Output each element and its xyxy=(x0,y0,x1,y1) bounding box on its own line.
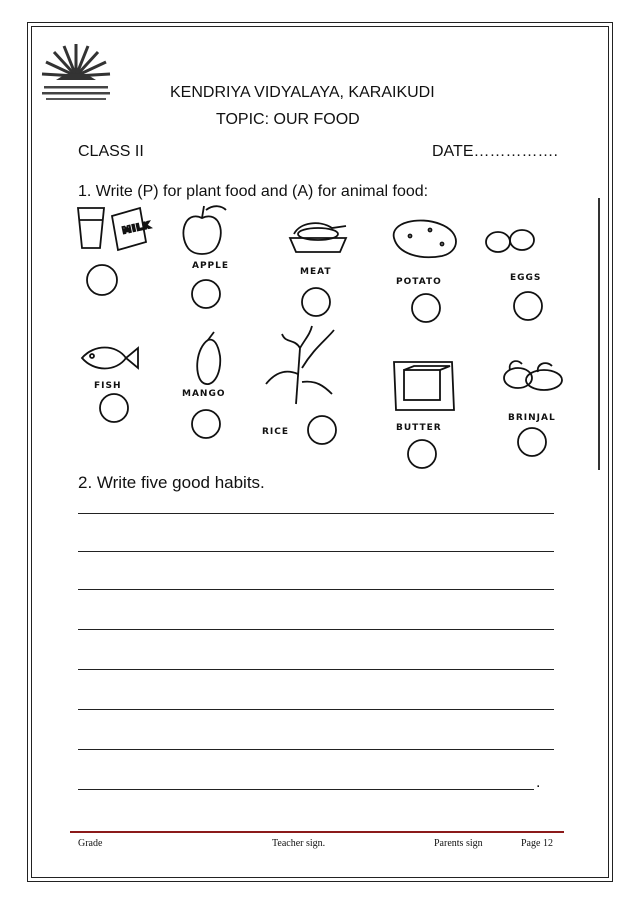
potato-icon xyxy=(394,220,456,257)
answer-circle-milk xyxy=(87,265,117,295)
answer-line[interactable] xyxy=(78,709,554,710)
butter-label: BUTTER xyxy=(396,423,442,433)
mango-icon xyxy=(197,332,220,384)
rice-icon xyxy=(266,326,334,404)
answer-line[interactable] xyxy=(78,629,554,630)
answer-circle-brinjal xyxy=(518,428,546,456)
topic-title: TOPIC: OUR FOOD xyxy=(216,111,360,128)
answer-line[interactable] xyxy=(78,551,554,552)
brinjal-label: BRINJAL xyxy=(508,413,556,423)
eggs-icon xyxy=(486,230,534,252)
footer-parents-sign: Parents sign xyxy=(434,838,483,849)
answer-circle-rice xyxy=(308,416,336,444)
butter-icon xyxy=(394,362,454,410)
meat-icon xyxy=(290,223,346,252)
school-logo xyxy=(36,36,116,106)
answer-circle-eggs xyxy=(514,292,542,320)
answer-line[interactable] xyxy=(78,513,554,514)
eggs-label: EGGS xyxy=(510,273,542,283)
question-1: 1. Write (P) for plant food and (A) for animal food: xyxy=(78,183,429,200)
answer-line[interactable] xyxy=(78,589,554,590)
milk-icon xyxy=(78,208,152,250)
milk-label: MILK xyxy=(121,220,153,237)
brinjal-icon xyxy=(504,361,562,390)
potato-label: POTATO xyxy=(396,277,442,287)
answer-line[interactable] xyxy=(78,789,534,790)
apple-icon xyxy=(183,206,226,254)
rice-label: RICE xyxy=(262,427,290,437)
school-name: KENDRIYA VIDYALAYA, KARAIKUDI xyxy=(170,84,435,101)
footer-divider xyxy=(70,831,564,833)
answer-line[interactable] xyxy=(78,669,554,670)
footer-teacher-sign: Teacher sign. xyxy=(272,838,326,849)
answer-circle-butter xyxy=(408,440,436,468)
answer-circle-meat xyxy=(302,288,330,316)
fish-label: FISH xyxy=(94,381,122,391)
meat-label: MEAT xyxy=(300,267,332,277)
food-illustrations xyxy=(70,198,605,470)
answer-circle-apple xyxy=(192,280,220,308)
answer-circle-potato xyxy=(412,294,440,322)
fish-icon xyxy=(82,348,138,369)
footer-page-number: Page 12 xyxy=(521,838,553,849)
class-label: CLASS II xyxy=(78,143,144,160)
apple-label: APPLE xyxy=(192,261,230,271)
answer-line[interactable] xyxy=(78,749,554,750)
footer-grade: Grade xyxy=(78,838,103,849)
question-2: 2. Write five good habits. xyxy=(78,473,265,492)
end-mark: . xyxy=(536,774,541,791)
answer-circle-fish xyxy=(100,394,128,422)
mango-label: MANGO xyxy=(182,389,226,399)
answer-circle-mango xyxy=(192,410,220,438)
date-field: DATE……………. xyxy=(432,143,558,160)
